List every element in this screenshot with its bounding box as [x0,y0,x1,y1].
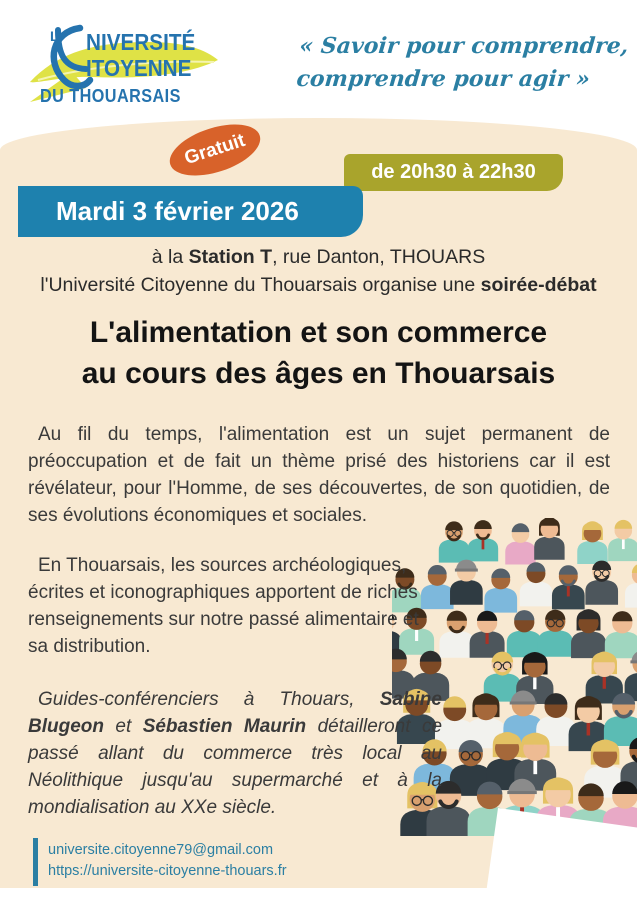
organizer-event-type: soirée-débat [480,273,597,296]
logo-word-citoyenne: ITOYENNE [86,55,192,81]
quote-line-1: « Savoir pour comprendre, [298,33,630,59]
speakers-separator: et [104,715,143,737]
venue-suffix: , rue Danton, THOUARS [272,246,486,268]
venue-name: Station T [188,246,273,268]
event-title [0,312,637,395]
organizer-line [0,272,637,300]
speakers-prefix: Guides-conférenciers à Thouars, [38,689,380,710]
header-quote [295,30,631,96]
free-badge: Gratuit [164,115,267,186]
organizer-prefix: l'Université Citoyenne du Thouarsais organise une [40,273,481,296]
logo-word-thouarsais: DU THOUARSAIS [40,86,181,106]
intro-block [0,244,637,299]
venue-line [0,244,637,272]
speaker-name-1: Sabine Blugeon [28,689,442,737]
event-title-line-2: au cours des âges en Thouarsais [81,357,556,391]
quote-line-2: comprendre pour agir » [295,66,591,92]
speakers-suffix: détailleront ce passé allant du commerce très local au Néolithique jusqu'au supermarché et à la mondialisation au XXe siècle. [28,715,443,818]
contact-website: https://universite-citoyenne-thouars.fr [48,863,287,880]
university-logo [28,22,233,117]
paragraph-sources: En Thouarsais, les sources archéologiques, écrites et iconographiques apportent de riches renseignements sur notre passé alimentaire et sa distribution. [28,555,419,657]
date-banner: Mardi 3 février 2026 [18,186,363,237]
contact-block [33,838,287,886]
contact-email: universite.citoyenne79@gmail.com [48,842,274,858]
paragraph-history: Au fil du temps, l'alimentation est un sujet permanent de préoccupation et de fait un thème prisé des historiens car il est révélateur, pour l'Homme, de ses découvertes, de son quotidien, de ses évolutions économiques et sociales. [28,424,610,526]
time-banner: de 20h30 à 22h30 [344,154,563,191]
speaker-name-2: Sébastien Maurin [142,715,307,737]
venue-prefix: à la [151,246,189,268]
paragraph-speakers [28,687,442,822]
logo-word-universite: NIVERSITÉ [86,29,196,55]
logo-l-prefix: L' [50,28,62,44]
event-title-line-1: L'alimentation et son commerce [89,316,548,349]
